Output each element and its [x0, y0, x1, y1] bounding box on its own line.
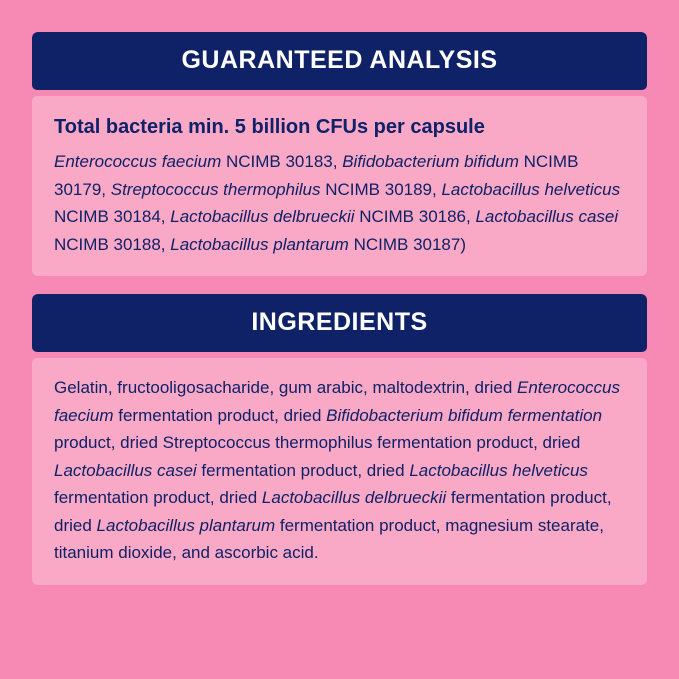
guaranteed-analysis-header: GUARANTEED ANALYSIS [32, 32, 647, 90]
guaranteed-analysis-panel [32, 32, 647, 276]
guaranteed-analysis-body [32, 96, 647, 276]
guaranteed-analysis-strain-list: Enterococcus faecium NCIMB 30183, Bifidobacterium bifidum NCIMB 30179, Streptococcus thermophilus NCIMB 30189, Lactobacillus helveticus NCIMB 30184, Lactobacillus delbrueckii NCIMB 30186, Lactobacillus casei NCIMB 30188, Lactobacillus plantarum NCIMB 30187) [54, 152, 621, 254]
ingredients-panel [32, 294, 647, 585]
ingredients-header: INGREDIENTS [32, 294, 647, 352]
guaranteed-analysis-title: Total bacteria min. 5 billion CFUs per capsule [54, 116, 485, 138]
ingredients-body [32, 358, 647, 585]
ingredients-text: Gelatin, fructooligosacharide, gum arabic, maltodextrin, dried Enterococcus faecium fermentation product, dried Bifidobacterium bifidum fermentation product, dried Streptococcus thermophilus fermentation product, dried Lactobacillus casei fermentation product, dried Lactobacillus helveticus fermentation product, dried Lactobacillus delbrueckii fermentation product, dried Lactobacillus plantarum fermentation product, magnesium stearate, titanium dioxide, and ascorbic acid. [54, 378, 621, 563]
